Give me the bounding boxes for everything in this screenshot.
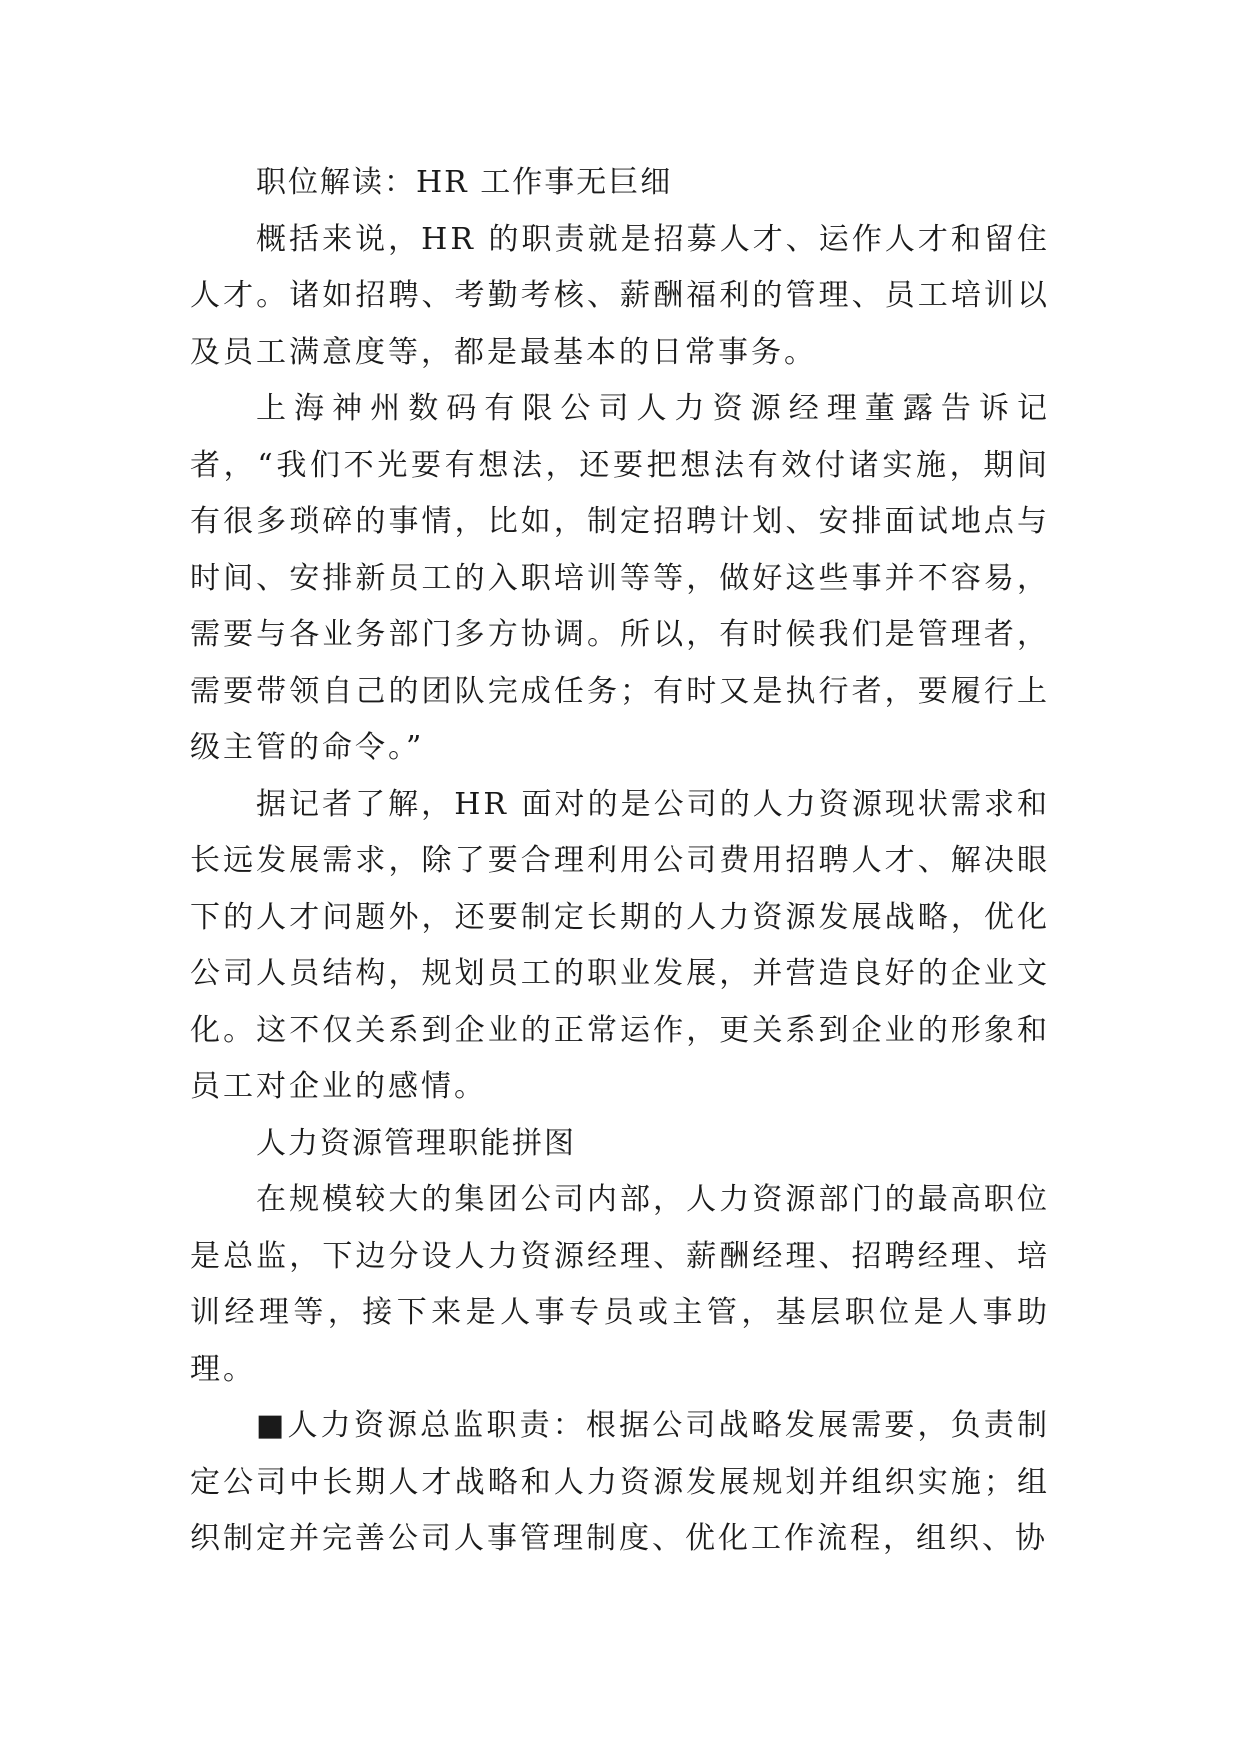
paragraph-manager-quote: 上海神州数码有限公司人力资源经理董露告诉记者，“我们不光要有想法，还要把想法有效付诸实施，期间有很多琐碎的事情，比如，制定招聘计划、安排面试地点与时间、安排新员工的入职培训等等，做好这些事并不容易，需要与各业务部门多方协调。所以，有时候我们是管理者，需要带领自己的团队完成任务；有时又是执行者，要履行上级主管的命令。” [190, 391, 1050, 765]
paragraph-hr-director-duties: ■人力资源总监职责：根据公司战略发展需要，负责制定公司中长期人才战略和人力资源发展规划并组织实施；组织制定并完善公司人事管理制度、优化工作流程，组织、协 [190, 1408, 1050, 1556]
paragraph-hr-duties: 概括来说，HR 的职责就是招募人才、运作人才和留住人才。诸如招聘、考勤考核、薪酬福利的管理、员工培训以及员工满意度等，都是最基本的日常事务。 [190, 221, 1050, 370]
paragraph-reporter-findings: 据记者了解，HR 面对的是公司的人力资源现状需求和长远发展需求，除了要合理利用公司费用招聘人才、解决眼下的人才问题外，还要制定长期的人力资源发展战略，优化公司人员结构，规划员工的职业发展，并营造良好的企业文化。这不仅关系到企业的正常运作，更关系到企业的形象和员工对企业的感情。 [190, 786, 1050, 1104]
document-body [190, 155, 1050, 1568]
paragraph-hr-positions: 在规模较大的集团公司内部，人力资源部门的最高职位是总监，下边分设人力资源经理、薪酬经理、招聘经理、培训经理等，接下来是人事专员或主管，基层职位是人事助理。 [190, 1182, 1050, 1387]
section-heading-job-interpretation: 职位解读：HR 工作事无巨细 [256, 165, 673, 200]
section-heading-hr-functions: 人力资源管理职能拼图 [256, 1125, 576, 1161]
